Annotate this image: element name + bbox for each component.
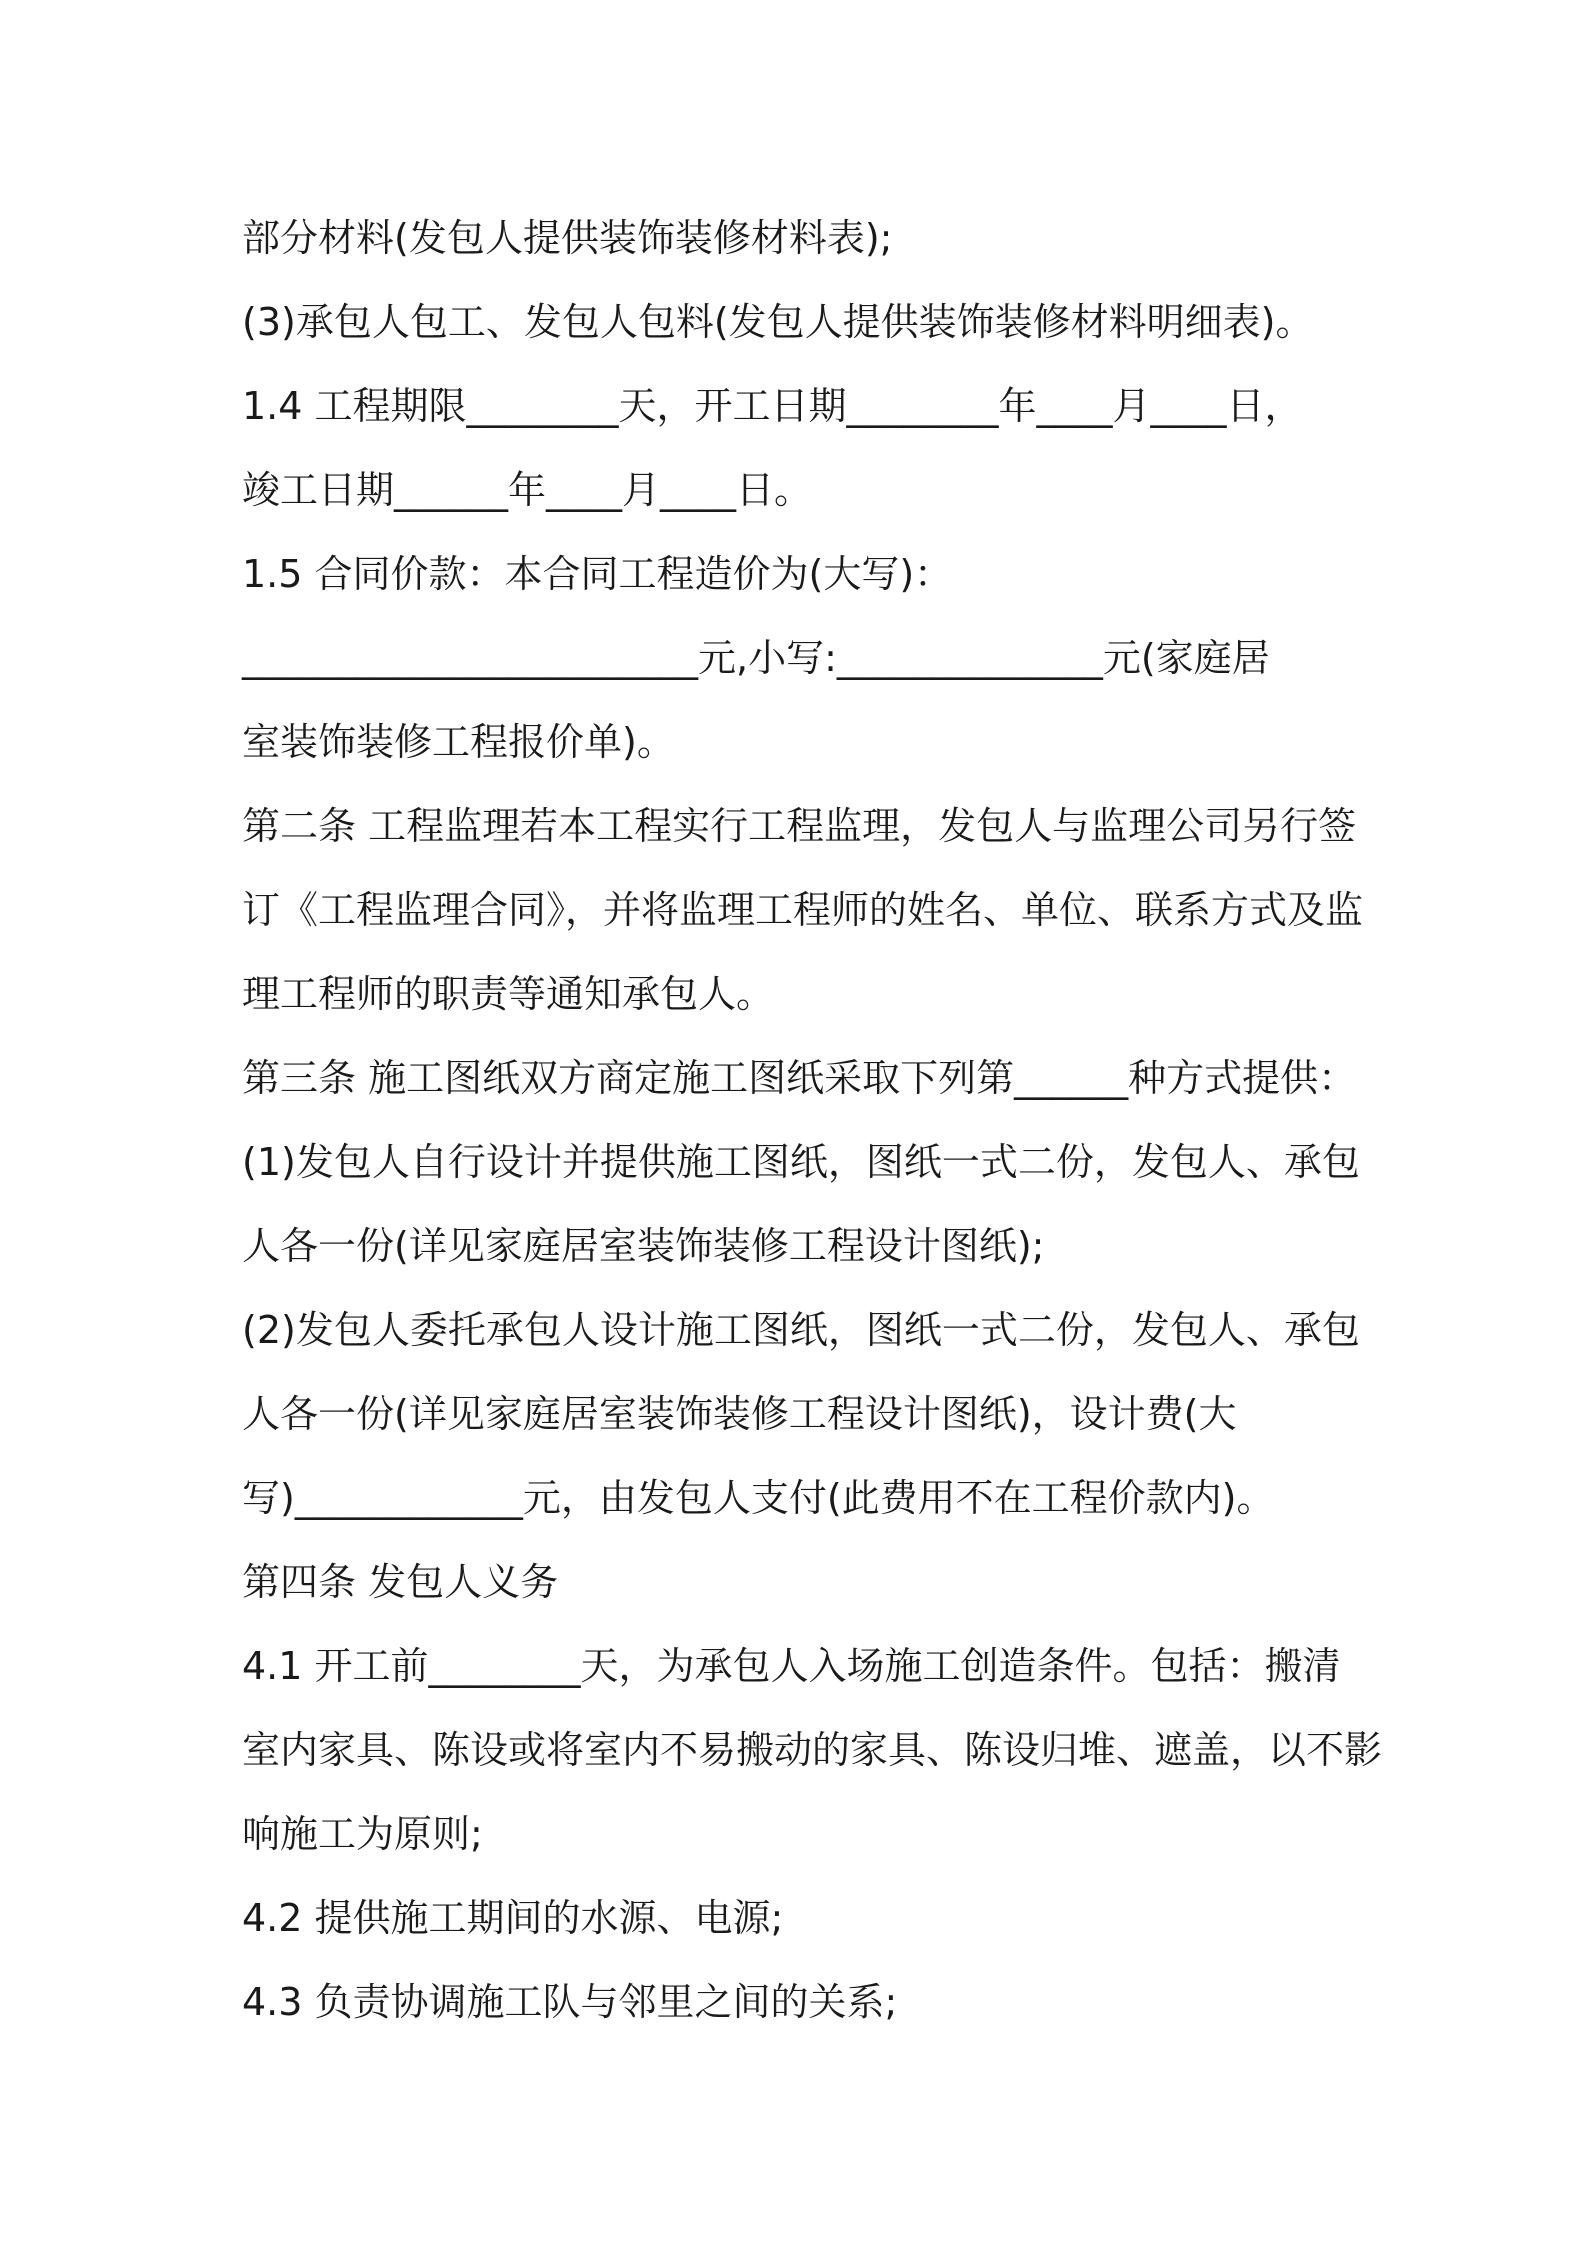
document-page: [242, 196, 1383, 2044]
text-line-option-1-cont: 人各一份(详见家庭居室装饰装修工程设计图纸);: [242, 1224, 1045, 1268]
text-line-article-2-end: 理工程师的职责等通知承包人。: [242, 972, 775, 1016]
text-line-completion-date: 竣工日期______年____月____日。: [242, 468, 813, 512]
text-line-4-1: 4.1 开工前________天，为承包人入场施工创造条件。包括：搬清: [242, 1644, 1341, 1688]
text-line-design-fee: 写)____________元，由发包人支付(此费用不在工程价款内)。: [242, 1476, 1275, 1520]
text-line-option-2: (2)发包人委托承包人设计施工图纸，图纸一式二份，发包人、承包: [242, 1308, 1360, 1352]
text-line-article-4: 第四条 发包人义务: [242, 1560, 559, 1604]
text-line-4-1-end: 响施工为原则;: [242, 1812, 483, 1856]
text-line-price-amount: ________________________元,小写:______________元(家庭居: [242, 636, 1270, 680]
text-line-option-1: (1)发包人自行设计并提供施工图纸，图纸一式二份，发包人、承包: [242, 1140, 1360, 1184]
text-line-article-3: 第三条 施工图纸双方商定施工图纸采取下列第______种方式提供：: [242, 1056, 1357, 1100]
text-line-4-1-cont: 室内家具、陈设或将室内不易搬动的家具、陈设归堆、遮盖，以不影: [242, 1728, 1383, 1772]
text-line-1-5-price: 1.5 合同价款：本合同工程造价为(大写)：: [242, 552, 953, 596]
text-line-article-2: 第二条 工程监理若本工程实行工程监理，发包人与监理公司另行签: [242, 804, 1357, 848]
text-line-4-2: 4.2 提供施工期间的水源、电源;: [242, 1896, 784, 1940]
text-line-1-4-duration: 1.4 工程期限________天，开工日期________年____月____日，: [242, 384, 1303, 428]
text-line-4-3: 4.3 负责协调施工队与邻里之间的关系;: [242, 1980, 898, 2024]
text-line-article-2-cont: 订《工程监理合同》，并将监理工程师的姓名、单位、联系方式及监: [242, 888, 1364, 932]
text-line-item-3: (3)承包人包工、发包人包料(发包人提供装饰装修材料明细表)。: [242, 300, 1314, 344]
text-line-option-2-cont: 人各一份(详见家庭居室装饰装修工程设计图纸)，设计费(大: [242, 1392, 1237, 1436]
text-line-quote-sheet: 室装饰装修工程报价单)。: [242, 720, 675, 764]
text-line-materials-table: 部分材料(发包人提供装饰装修材料表);: [242, 216, 893, 260]
